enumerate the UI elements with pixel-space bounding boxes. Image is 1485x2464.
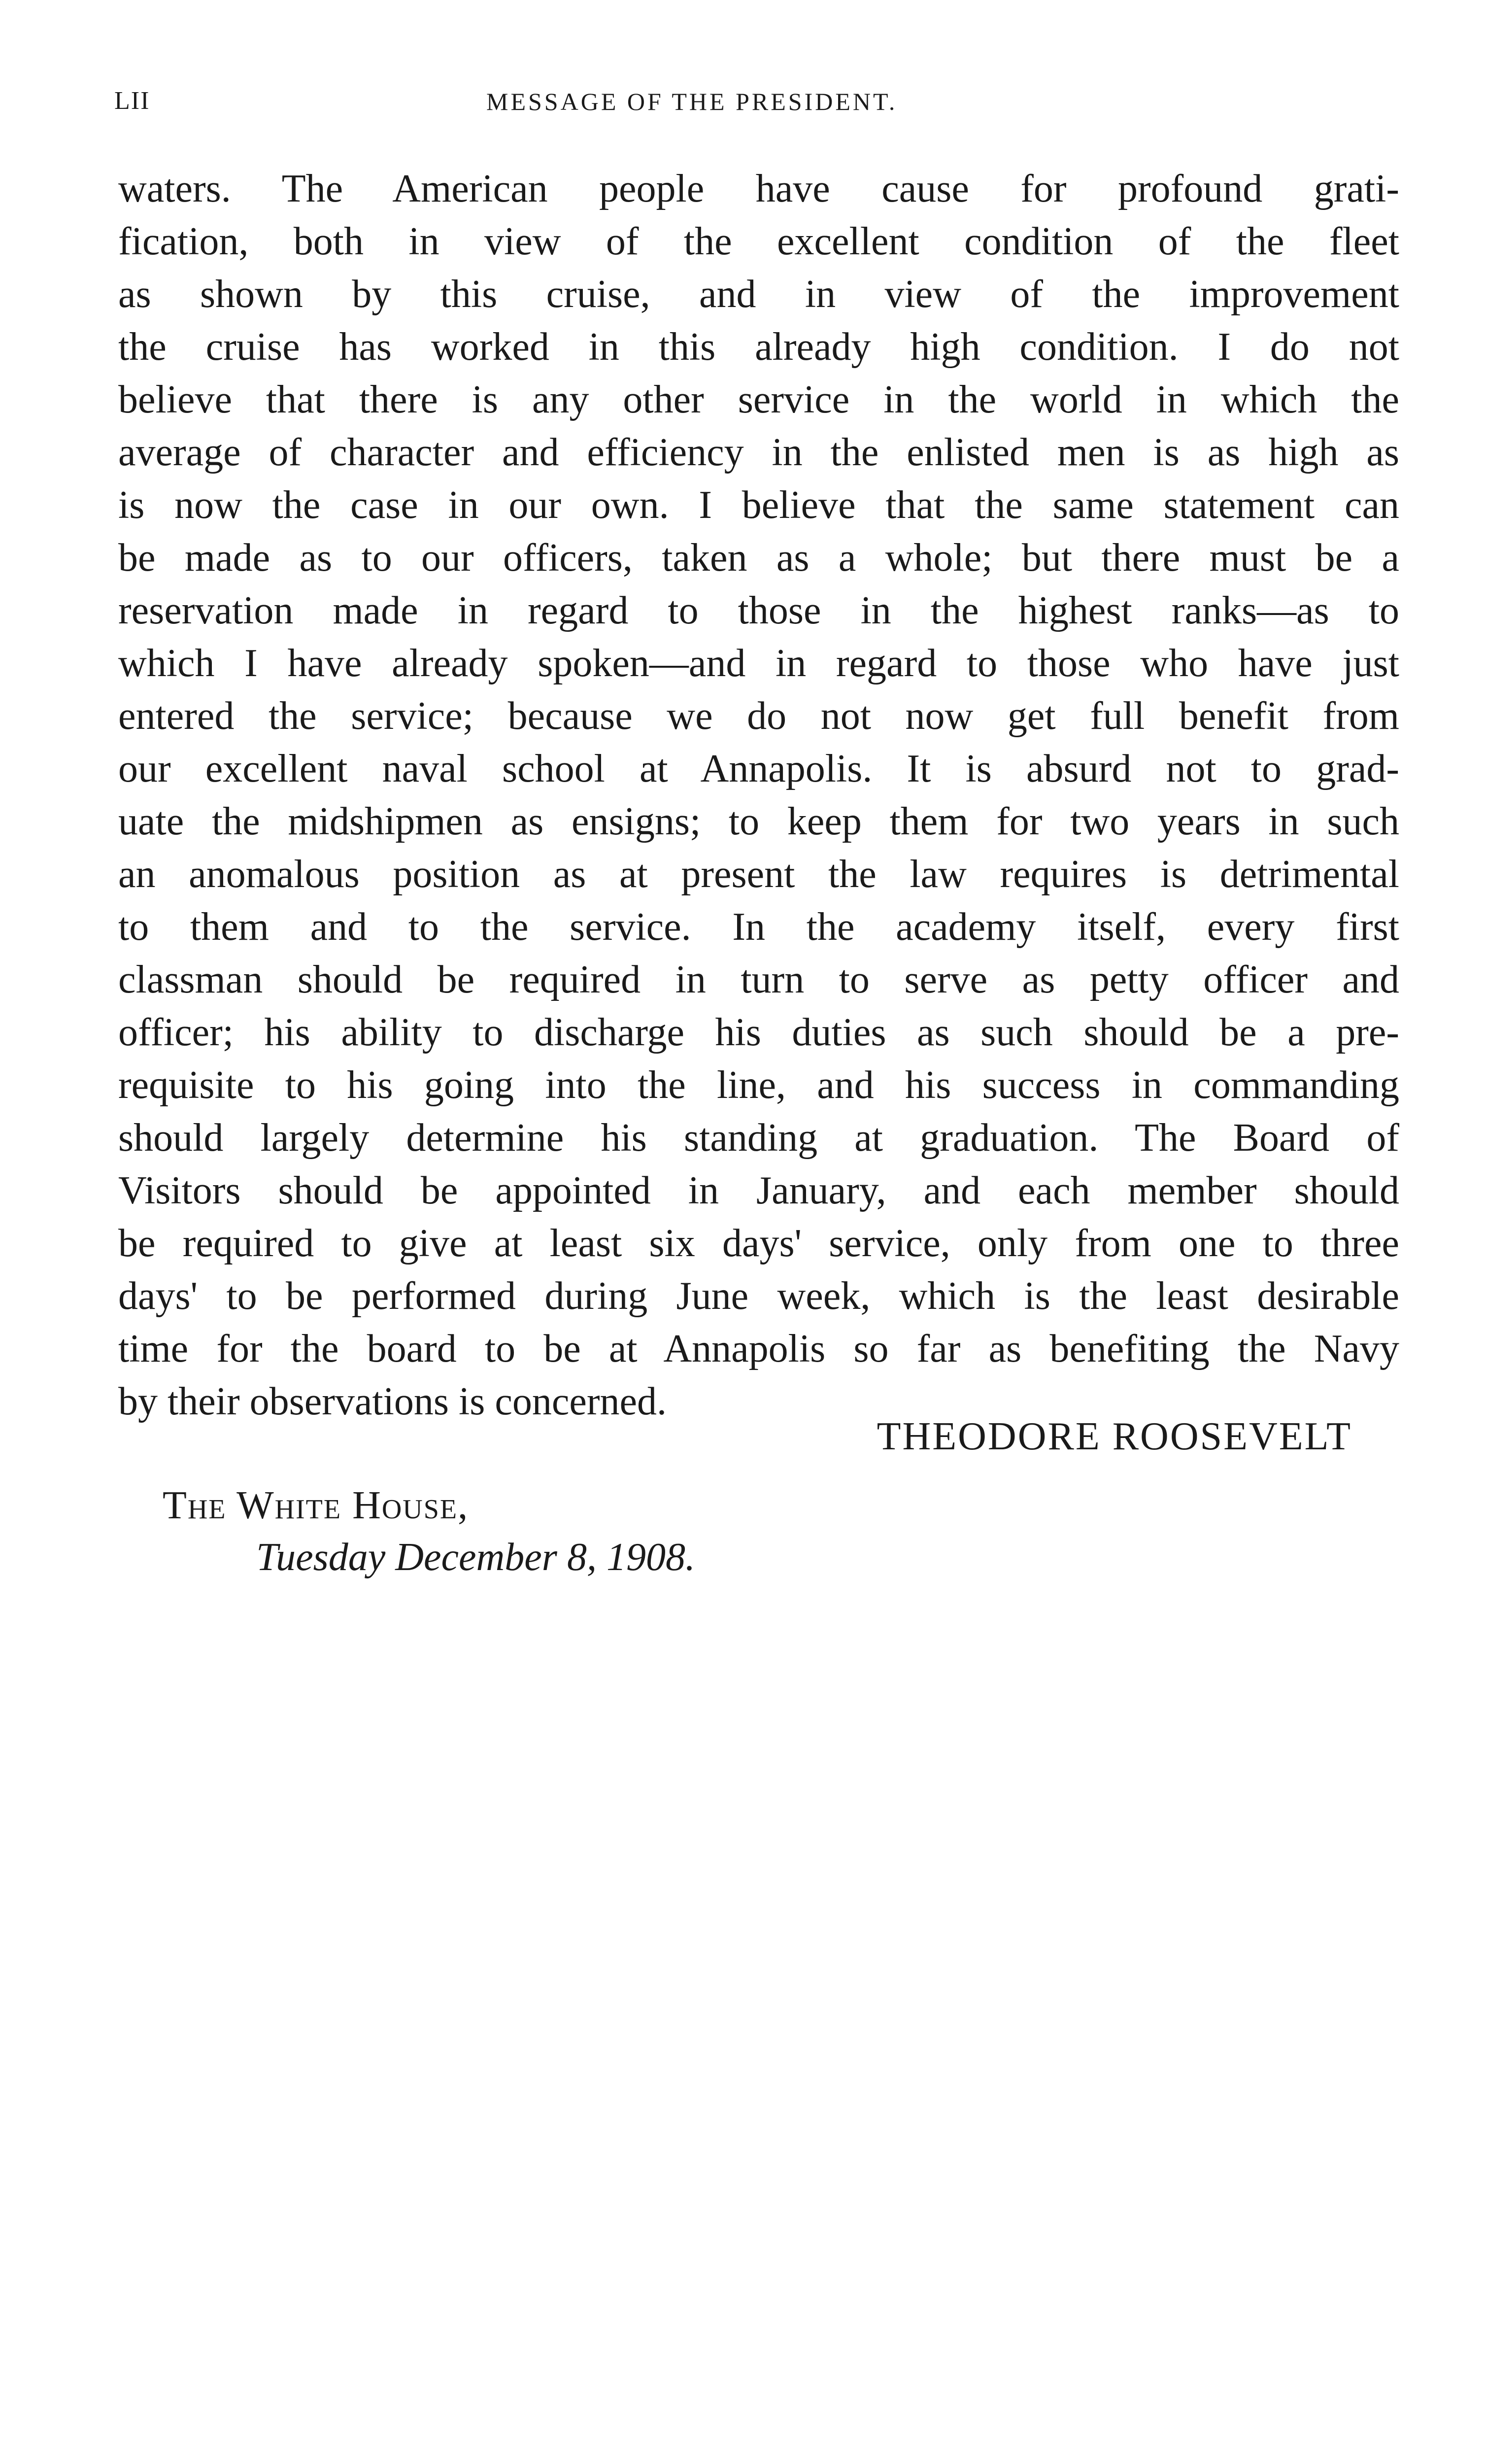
text-line: entered the service; because we do not now get full benefit from [118,694,1399,738]
text-line: the cruise has worked in this already high condition. I do not [118,325,1399,369]
text-line: waters. The American people have cause for profound grati- [118,167,1399,210]
text-line: should largely determine his standing at graduation. The Board of [118,1116,1399,1160]
text-line: to them and to the service. In the academy itself, every first [118,905,1399,949]
text-line: believe that there is any other service in the world in which the [118,378,1399,421]
signature-name: THEODORE ROOSEVELT [877,1415,1352,1458]
signature-place: The White House, [163,1484,469,1527]
text-line: days' to be performed during June week, which is the least desirable [118,1274,1399,1318]
body-paragraph [118,163,1399,1428]
running-title: MESSAGE OF THE PRESIDENT. [486,88,898,115]
text-line: fication, both in view of the excellent condition of the fleet [118,220,1399,263]
text-line: our excellent naval school at Annapolis. It is absurd not to grad- [118,747,1399,790]
text-line: reservation made in regard to those in the highest ranks—as to [118,589,1399,632]
text-line: uate the midshipmen as ensigns; to keep them for two years in such [118,800,1399,843]
text-line: by their observations is concerned. [118,1380,667,1423]
text-line: which I have already spoken—and in regard to those who have just [118,642,1399,685]
text-line: be made as to our officers, taken as a whole; but there must be a [118,536,1399,580]
text-line: an anomalous position as at present the law requires is detrimental [118,853,1399,896]
running-head [114,86,1395,131]
text-line: average of character and efficiency in the enlisted men is as high as [118,431,1399,474]
page-number: LII [114,87,150,115]
text-line: be required to give at least six days' service, only from one to three [118,1222,1399,1265]
text-line: classman should be required in turn to serve as petty officer and [118,958,1399,1001]
text-line: requisite to his going into the line, and his success in commanding [118,1063,1399,1107]
text-line: time for the board to be at Annapolis so far as benefiting the Navy [118,1327,1399,1370]
text-line: as shown by this cruise, and in view of the improvement [118,273,1399,316]
signature-date: Tuesday December 8, 1908. [256,1536,695,1579]
text-line: Visitors should be appointed in January, and each member should [118,1169,1399,1212]
text-line: is now the case in our own. I believe that the same statement can [118,483,1399,527]
text-line: officer; his ability to discharge his duties as such should be a pre- [118,1011,1399,1054]
